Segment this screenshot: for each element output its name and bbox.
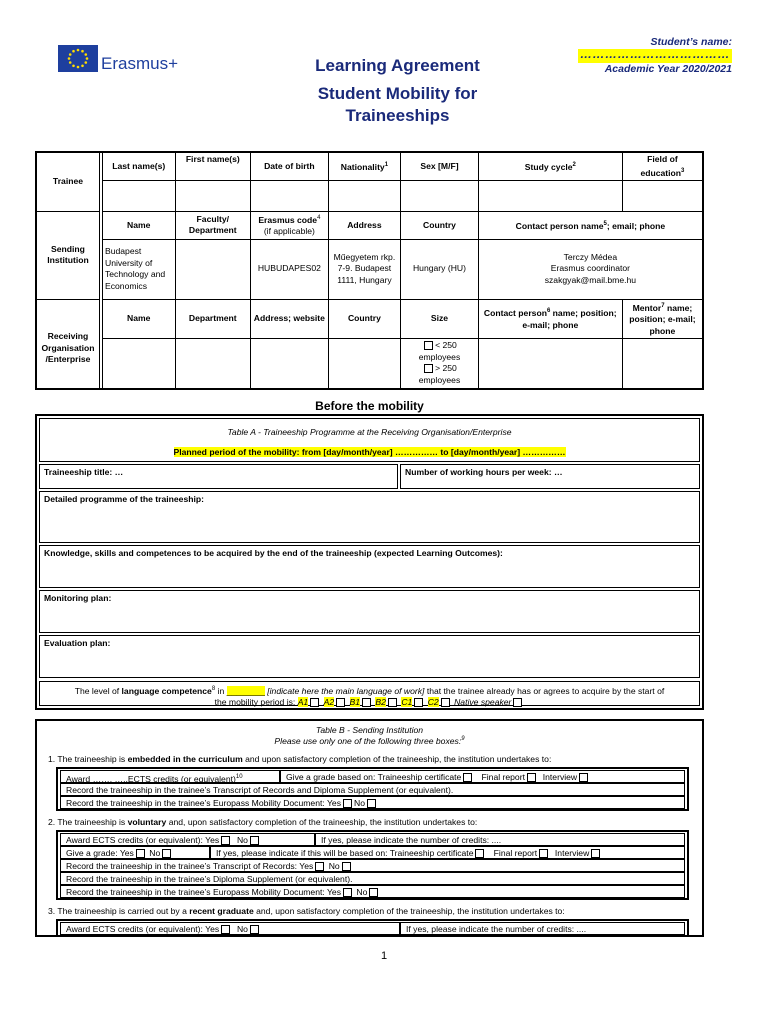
working-hours-field[interactable]: Number of working hours per week: … bbox=[400, 464, 700, 489]
col-erasmus-code: Erasmus code$^4$ (if applicable) bbox=[251, 211, 329, 239]
sending-name-value: Budapest University of Technology and Economics bbox=[102, 239, 175, 299]
sending-row-label: Sending Institution bbox=[36, 211, 99, 299]
col-sending-country: Country bbox=[401, 211, 479, 239]
language-competence: The level of language competence$^8$ in ________ [indicate here the main language of work] that the trainee already has or agrees to acquire by the start of the mobility period is: A1 A2 B1 B2 C1 C2 Native speaker bbox=[39, 681, 700, 706]
opt1-europass-no-checkbox[interactable] bbox=[367, 799, 376, 808]
opt2-interview-checkbox[interactable] bbox=[591, 849, 600, 858]
trainee-dob-cell[interactable] bbox=[251, 180, 329, 211]
table-b-subtitle: Please use only one of the following three boxes:$^9$ bbox=[274, 736, 465, 746]
option-1-box bbox=[56, 767, 689, 811]
language-blank[interactable]: ________ bbox=[226, 685, 265, 696]
receiving-department-cell[interactable] bbox=[175, 339, 251, 389]
trainee-last-name-cell[interactable] bbox=[102, 180, 175, 211]
col-receiving-name: Name bbox=[102, 299, 175, 338]
trainee-field-cell[interactable] bbox=[622, 180, 703, 211]
option-1-text: 1. The traineeship is embedded in the curriculum and upon satisfactory completion of the traineeship, the institution undertakes to: bbox=[48, 754, 552, 764]
col-faculty: Faculty/ Department bbox=[175, 211, 251, 239]
page-title bbox=[270, 55, 525, 127]
evaluation-plan-field[interactable]: Evaluation plan: bbox=[39, 635, 700, 678]
receiving-row-label: Receiving Organisation /Enterprise bbox=[36, 299, 99, 388]
student-name-label: Student’s name: bbox=[650, 36, 732, 48]
size-large-checkbox[interactable] bbox=[424, 364, 433, 373]
level-c2-checkbox[interactable] bbox=[441, 698, 450, 707]
opt2-europass-no-checkbox[interactable] bbox=[369, 888, 378, 897]
option-2-box bbox=[56, 830, 689, 900]
trainee-info-table bbox=[35, 151, 704, 390]
table-b-title: Table B - Sending Institution bbox=[315, 725, 424, 735]
student-name-field[interactable]: ……………………………… bbox=[580, 47, 730, 61]
option-3-box bbox=[56, 919, 689, 937]
opt1-certificate-checkbox[interactable] bbox=[463, 773, 472, 782]
record-transcript-diploma-row: Record the traineeship in the trainee’s Transcript of Records and Diploma Supplement (or equivalent). bbox=[60, 783, 685, 796]
sending-address-value: Műegyetem rkp. 7-9. Budapest 1111, Hungary bbox=[328, 239, 401, 299]
give-grade-row: Give a grade based on: Traineeship certificate Final report Interview bbox=[280, 770, 685, 783]
col-sending-name: Name bbox=[102, 211, 175, 239]
opt2-transcript-yes-checkbox[interactable] bbox=[315, 862, 324, 871]
opt2-europass-yes-checkbox[interactable] bbox=[343, 888, 352, 897]
native-speaker-checkbox[interactable] bbox=[513, 698, 522, 707]
col-sending-address: Address bbox=[328, 211, 401, 239]
col-receiving-size: Size bbox=[401, 299, 479, 338]
col-mentor: Mentor$^7$ name; position; e-mail; phone bbox=[622, 299, 703, 338]
trainee-row-label: Trainee bbox=[36, 152, 99, 211]
receiving-address-cell[interactable] bbox=[251, 339, 329, 389]
level-a2-checkbox[interactable] bbox=[336, 698, 345, 707]
trainee-sex-cell[interactable] bbox=[401, 180, 479, 211]
award-credits-row: Award ……. …..ECTS credits (or equivalent)$^{10}$ bbox=[60, 770, 280, 783]
col-first-name: First name(s) bbox=[175, 152, 251, 180]
record-diploma-row: Record the traineeship in the trainee’s Diploma Supplement (or equivalent). bbox=[60, 872, 685, 885]
title-line-1: Learning Agreement bbox=[315, 56, 480, 75]
level-b2-checkbox[interactable] bbox=[388, 698, 397, 707]
sending-country-value: Hungary (HU) bbox=[401, 239, 479, 299]
before-mobility-heading: Before the mobility bbox=[315, 399, 424, 413]
traineeship-title-field[interactable]: Traineeship title: … bbox=[39, 464, 398, 489]
give-grade-yes-row: Give a grade: Yes No bbox=[60, 846, 210, 859]
opt2-grade-yes-checkbox[interactable] bbox=[136, 849, 145, 858]
opt1-interview-checkbox[interactable] bbox=[579, 773, 588, 782]
grade-based-row: If yes, please indicate if this will be based on: Traineeship certificate Final report Interview bbox=[210, 846, 685, 859]
opt1-europass-yes-checkbox[interactable] bbox=[343, 799, 352, 808]
col-nationality: Nationality$^1$ bbox=[328, 152, 401, 180]
opt2-final-report-checkbox[interactable] bbox=[539, 849, 548, 858]
sending-code-value: HUBUDAPES02 bbox=[251, 239, 329, 299]
receiving-size-cell: < 250 employees > 250 employees bbox=[401, 339, 479, 389]
planned-period[interactable]: Planned period of the mobility: from [day/month/year] …………… to [day/month/year] …………… bbox=[173, 447, 566, 457]
record-transcript-row: Record the traineeship in the trainee’s Transcript of Records: Yes No bbox=[60, 859, 685, 872]
sending-faculty-cell[interactable] bbox=[175, 239, 251, 299]
trainee-nationality-cell[interactable] bbox=[328, 180, 401, 211]
title-line-2: Student Mobility for bbox=[317, 84, 478, 103]
table-a-title: Table A - Traineeship Programme at the Receiving Organisation/Enterprise bbox=[227, 427, 512, 437]
receiving-country-cell[interactable] bbox=[328, 339, 401, 389]
record-europass-row-1: Record the traineeship in the trainee’s Europass Mobility Document: Yes No bbox=[60, 796, 685, 809]
award-ects-row: Award ECTS credits (or equivalent): Yes No bbox=[60, 833, 315, 846]
col-study-cycle: Study cycle$^2$ bbox=[478, 152, 622, 180]
level-a1-checkbox[interactable] bbox=[310, 698, 319, 707]
col-sex: Sex [M/F] bbox=[401, 152, 479, 180]
eu-flag-icon bbox=[58, 45, 98, 72]
trainee-first-name-cell[interactable] bbox=[175, 180, 251, 211]
opt2-ects-no-checkbox[interactable] bbox=[250, 836, 259, 845]
size-small-checkbox[interactable] bbox=[424, 341, 433, 350]
table-a-header bbox=[39, 418, 700, 462]
opt2-grade-no-checkbox[interactable] bbox=[162, 849, 171, 858]
monitoring-plan-field[interactable]: Monitoring plan: bbox=[39, 590, 700, 633]
opt1-final-report-checkbox[interactable] bbox=[527, 773, 536, 782]
option-2-text: 2. The traineeship is voluntary and, upon satisfactory completion of the traineeship, the institution undertakes to: bbox=[48, 817, 478, 827]
option-3-text: 3. The traineeship is carried out by a recent graduate and, upon satisfactory completion of the traineeship, the institution undertakes to: bbox=[48, 906, 565, 916]
erasmus-logo bbox=[58, 45, 193, 77]
credits-number-row[interactable]: If yes, please indicate the number of credits: .... bbox=[315, 833, 685, 846]
receiving-name-cell[interactable] bbox=[102, 339, 175, 389]
record-europass-row-2: Record the traineeship in the trainee’s Europass Mobility Document: Yes No bbox=[60, 885, 685, 898]
table-b-frame bbox=[35, 719, 704, 937]
col-date-of-birth: Date of birth bbox=[251, 152, 329, 180]
level-b1-checkbox[interactable] bbox=[362, 698, 371, 707]
col-field-of-education: Field of education$^3$ bbox=[622, 152, 703, 180]
col-sending-contact: Contact person name$^5$; email; phone bbox=[478, 211, 703, 239]
opt3-credits-number-row[interactable]: If yes, please indicate the number of credits: .... bbox=[400, 922, 685, 935]
detailed-programme-field[interactable]: Detailed programme of the traineeship: bbox=[39, 491, 700, 543]
opt3-ects-yes-checkbox[interactable] bbox=[221, 925, 230, 934]
col-receiving-address: Address; website bbox=[251, 299, 329, 338]
trainee-study-cycle-cell[interactable] bbox=[478, 180, 622, 211]
table-a-frame bbox=[35, 414, 704, 710]
learning-outcomes-field[interactable]: Knowledge, skills and competences to be acquired by the end of the traineeship (expected Learning Outcomes): bbox=[39, 545, 700, 588]
level-c1-checkbox[interactable] bbox=[414, 698, 423, 707]
col-receiving-country: Country bbox=[328, 299, 401, 338]
student-info bbox=[570, 36, 732, 76]
opt3-ects-no-checkbox[interactable] bbox=[250, 925, 259, 934]
page-number: 1 bbox=[380, 950, 388, 962]
logo-text: Erasmus+ bbox=[101, 54, 178, 73]
title-line-3: Traineeships bbox=[345, 106, 450, 125]
opt2-transcript-no-checkbox[interactable] bbox=[342, 862, 351, 871]
col-receiving-department: Department bbox=[175, 299, 251, 338]
academic-year: Academic Year 2020/2021 bbox=[604, 63, 732, 75]
opt2-certificate-checkbox[interactable] bbox=[475, 849, 484, 858]
col-last-name: Last name(s) bbox=[102, 152, 175, 180]
sending-contact-value: Terczy Médea Erasmus coordinator szakgyak@mail.bme.hu bbox=[478, 239, 703, 299]
receiving-contact-cell[interactable] bbox=[478, 339, 622, 389]
opt3-award-ects-row: Award ECTS credits (or equivalent): Yes No bbox=[60, 922, 400, 935]
opt2-ects-yes-checkbox[interactable] bbox=[221, 836, 230, 845]
mentor-cell[interactable] bbox=[622, 339, 703, 389]
col-receiving-contact: Contact person$^6$ name; position; e-mail; phone bbox=[478, 299, 622, 338]
